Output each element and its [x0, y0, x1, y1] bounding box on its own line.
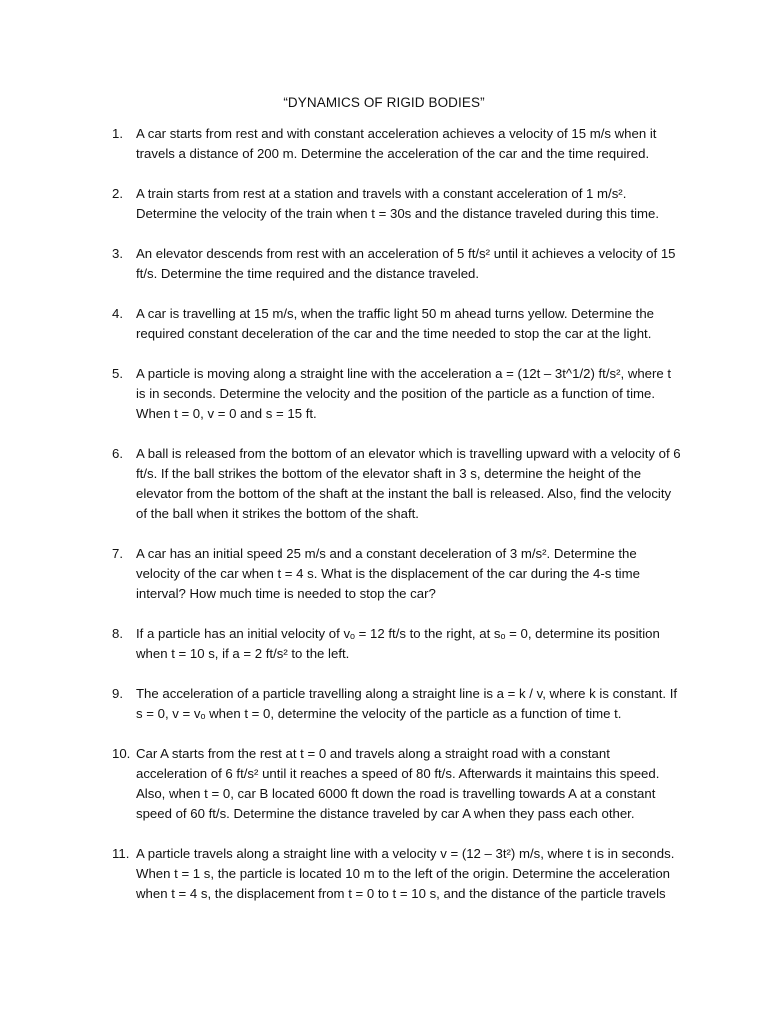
problem-number: 7. — [112, 546, 123, 561]
problem-text: Car A starts from the rest at t = 0 and travels along a straight road with a constant acceleration of 6 ft/s² until it reaches a speed of 80 ft/s. Afterwards it maintains this speed. Also, when t = 0, car B located 6000 ft down the road is travelling towards A at a constant speed of 60 ft/s. Determine the distance traveled by car A when they pass each other. — [136, 746, 660, 821]
problem-number: 9. — [112, 686, 123, 701]
problem-item — [112, 364, 684, 424]
problem-number: 2. — [112, 186, 123, 201]
problem-number: 4. — [112, 306, 123, 321]
problem-text: A particle travels along a straight line with a velocity v = (12 – 3t²) m/s, where t is in seconds. When t = 1 s, the particle is located 10 m to the left of the origin. Determine the acceleration when t = 4 s, the displacement from t = 0 to t = 10 s, and the distance of the particle travels — [136, 846, 675, 901]
problem-item — [112, 744, 684, 824]
problem-item — [112, 684, 684, 724]
problem-item — [112, 624, 684, 664]
problem-number: 3. — [112, 246, 123, 261]
problem-text: A car has an initial speed 25 m/s and a constant deceleration of 3 m/s². Determine the velocity of the car when t = 4 s. What is the displacement of the car during the 4-s time interval? How much time is needed to stop the car? — [136, 546, 640, 601]
problem-item — [112, 544, 684, 604]
problem-number: 1. — [112, 126, 123, 141]
problem-text: A particle is moving along a straight line with the acceleration a = (12t – 3t^1/2) ft/s², where t is in seconds. Determine the velocity and the position of the particle as a function of time. When t = 0, v = 0 and s = 15 ft. — [136, 366, 672, 421]
problem-item — [112, 444, 684, 524]
problem-item — [112, 124, 684, 164]
problem-number: 5. — [112, 366, 123, 381]
problem-number: 11. — [112, 846, 130, 861]
problem-text: A car is travelling at 15 m/s, when the traffic light 50 m ahead turns yellow. Determine the required constant deceleration of the car and the time needed to stop the car at the light. — [136, 306, 654, 341]
problem-text: If a particle has an initial velocity of vₒ = 12 ft/s to the right, at sₒ = 0, determine its position when t = 10 s, if a = 2 ft/s² to the left. — [136, 626, 660, 661]
problem-item — [112, 304, 684, 344]
problem-item — [112, 184, 684, 224]
document-title: “DYNAMICS OF RIGID BODIES” — [283, 95, 485, 110]
problem-text: A car starts from rest and with constant acceleration achieves a velocity of 15 m/s when it travels a distance of 200 m. Determine the acceleration of the car and the time required. — [136, 126, 657, 161]
problem-item — [112, 244, 684, 284]
problem-text: An elevator descends from rest with an acceleration of 5 ft/s² until it achieves a velocity of 15 ft/s. Determine the time required and the distance traveled. — [136, 246, 676, 281]
problem-list — [112, 124, 684, 924]
problem-text: The acceleration of a particle travelling along a straight line is a = k / v, where k is constant. If s = 0, v = vₒ when t = 0, determine the velocity of the particle as a function of time t. — [136, 686, 678, 721]
problem-number: 6. — [112, 446, 123, 461]
problem-number: 10. — [112, 746, 131, 761]
problem-text: A train starts from rest at a station and travels with a constant acceleration of 1 m/s². Determine the velocity of the train when t = 30s and the distance traveled during this time. — [136, 186, 660, 221]
problem-item — [112, 844, 684, 904]
problem-number: 8. — [112, 626, 123, 641]
problem-text: A ball is released from the bottom of an elevator which is travelling upward with a velocity of 6 ft/s. If the ball strikes the bottom of the elevator shaft in 3 s, determine the height of the elevator from the bottom of the shaft at the instant the ball is released. Also, find the velocity of the ball when it strikes the bottom of the shaft. — [136, 446, 681, 521]
